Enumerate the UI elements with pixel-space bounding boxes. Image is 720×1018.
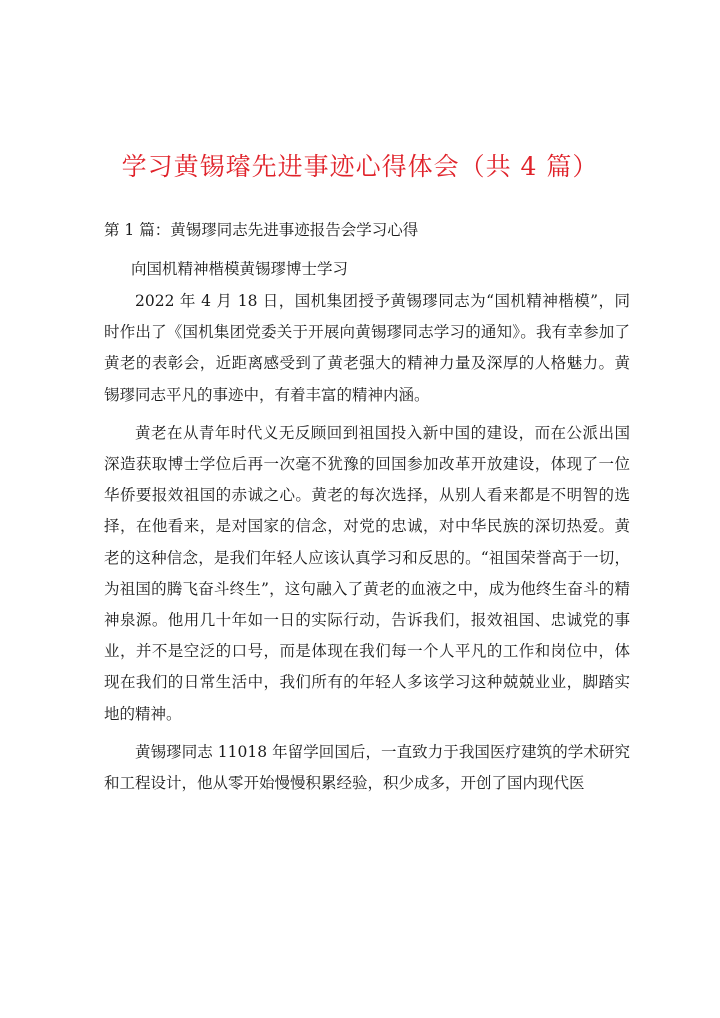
paragraph-2: 黄老在从青年时代义无反顾回到祖国投入新中国的建设，而在公派出国深造获取博士学位后再一次毫不犹豫的回国参加改革开放建设，体现了一位华侨要报效祖国的赤诚之心。黄老的每次选择，从别人看来都是不明智的选择，在他看来，是对国家的信念，对党的忠诚，对中华民族的深切热爱。黄老的这种信念，是我们年轻人应该认真学习和反思的。“祖国荣誉高于一切，为祖国的腾飞奋斗终生”，这句融入了黄老的血液之中，成为他终生奋斗的精神泉源。他用几十年如一日的实际行动，告诉我们，报效祖国、忠诚党的事业，并不是空泛的口号，而是体现在我们每一个人平凡的工作和岗位中，体现在我们的日常生活中，我们所有的年轻人多该学习这种兢兢业业，脚踏实地的精神。 <box>104 423 630 723</box>
article-heading: 第 1 篇：黄锡璆同志先进事迹报告会学习心得 <box>104 221 419 239</box>
article-subtitle: 向国机精神楷模黄锡璆博士学习 <box>131 260 349 278</box>
article-body <box>104 286 630 806</box>
document-title: 学习黄锡璿先进事迹心得体会（共 4 篇） <box>121 152 599 181</box>
paragraph-1: 2022 年 4 月 18 日，国机集团授予黄锡璆同志为“国机精神楷模”，同时作出了《国机集团党委关于开展向黄锡璆同志学习的通知》。我有幸参加了黄老的表彰会，近距离感受到了黄老强大的精神力量及深厚的人格魅力。黄锡璆同志平凡的事迹中，有着丰富的精神内涵。 <box>104 292 630 404</box>
paragraph-3: 黄锡璆同志 11018 年留学回国后，一直致力于我国医疗建筑的学术研究和工程设计，他从零开始慢慢积累经验，积少成多，开创了国内现代医 <box>104 742 630 793</box>
